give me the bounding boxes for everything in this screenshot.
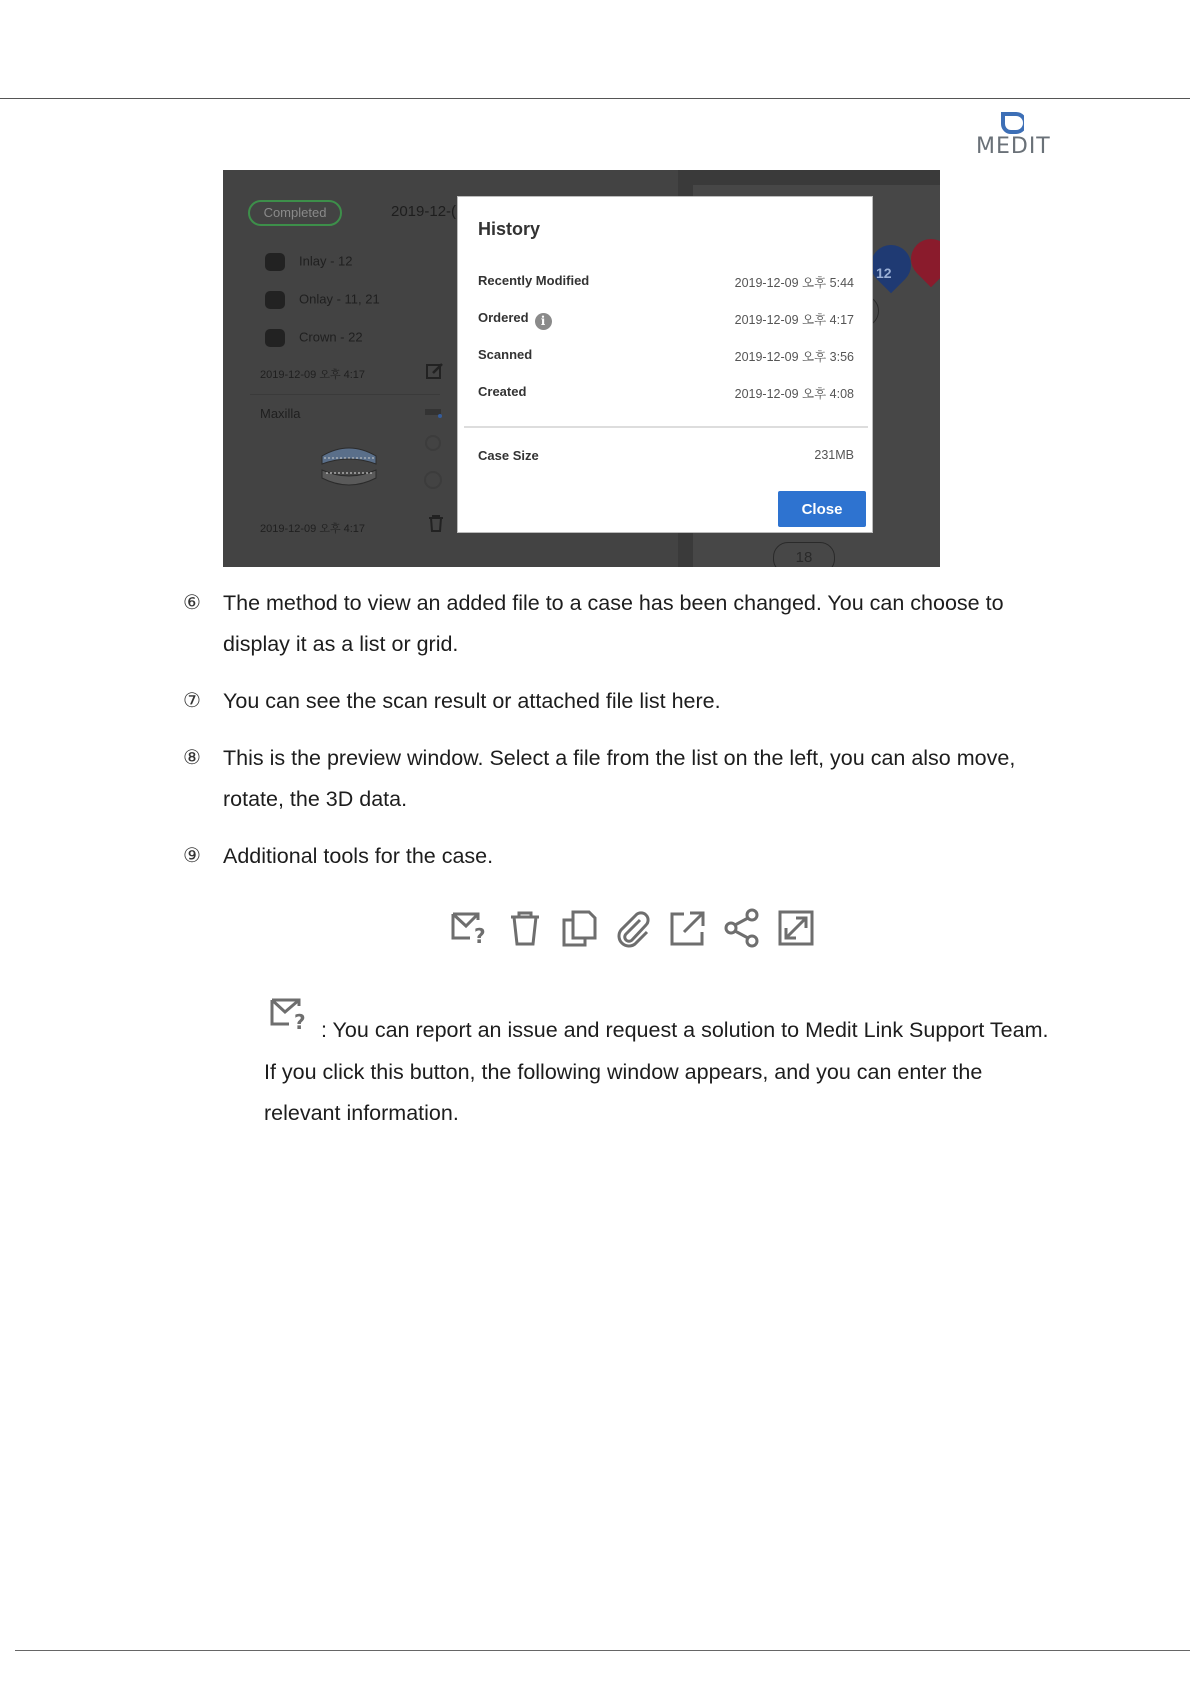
history-value: 2019-12-09 오후 3:56 [734,350,854,364]
share-icon[interactable] [722,908,762,948]
item-text: Additional tools for the case. [223,844,494,868]
history-value: 2019-12-09 오후 5:44 [734,276,854,290]
tooth-item: Inlay - 12 [265,253,352,271]
view-icon[interactable] [423,433,443,453]
maxilla-scan-thumbnail-icon[interactable] [318,438,380,490]
history-label: Recently Modified [478,273,590,288]
order-timestamp: 2019-12-09 오후 4:17 [260,369,366,381]
file-type-icon [423,403,443,423]
case-size-row [478,448,854,468]
attach-icon[interactable] [613,908,653,948]
dialog-title: History [478,219,541,239]
item-text: This is the preview window. Select a file from the list on the left, you can also move, rotate, the 3D data. [223,746,1016,811]
list-item [183,583,1053,665]
report-description: : You can report an issue and request a solution to Medit Link Support Team. If you click this button, the following window appears, and you can enter the relevant information. [264,1018,1049,1125]
history-label: Scanned [478,347,533,362]
tooth-item: Onlay - 11, 21 [265,291,380,309]
history-label: Ordered [478,310,529,325]
history-row [478,273,854,293]
svg-text:?: ? [474,924,486,948]
medit-logo-mark-icon [998,110,1024,136]
dialog-divider [464,426,868,428]
logo-wordmark: MEDIT [976,134,1051,159]
status-badge: Completed [248,200,342,226]
case-size-value: 231MB [814,448,854,462]
tooth-pin-number: 12 [876,265,892,281]
history-row [478,347,854,367]
history-row [478,310,854,330]
history-row [478,384,854,404]
item-number: ⑨ [183,845,201,867]
export-icon[interactable] [668,908,708,948]
trash-icon[interactable] [505,908,545,948]
crown-icon [265,329,285,347]
expand-icon[interactable] [776,908,816,948]
onlay-icon [265,291,285,309]
item-number: ⑧ [183,747,201,769]
trash-icon[interactable] [426,513,446,533]
info-icon[interactable]: i [535,313,552,330]
list-item [183,738,1053,820]
tooth-item: Crown - 22 [265,329,363,347]
case-date: 2019-12-( [391,203,457,220]
case-size-label: Case Size [478,448,539,463]
report-mail-icon[interactable] [450,908,490,948]
medit-logo [976,110,1051,159]
item-text: You can see the scan result or attached file list here. [223,689,721,713]
item-text: The method to view an added file to a case has been changed. You can choose to display it as a list or grid. [223,591,1004,656]
footer-rule [15,1650,1190,1651]
history-label: Created [478,384,527,399]
svg-text:?: ? [294,1010,306,1032]
inlay-icon [265,253,285,271]
header-rule [0,98,1190,99]
item-number: ⑥ [183,592,201,614]
rotate-icon[interactable] [423,470,443,490]
edit-icon[interactable] [425,361,445,381]
close-button[interactable]: Close [778,491,866,527]
tooth-number-badge: 18 [773,542,835,567]
history-value: 2019-12-09 오후 4:17 [734,313,854,327]
copy-icon[interactable] [559,908,599,948]
history-dialog [457,196,873,533]
file-timestamp: 2019-12-09 오후 4:17 [260,523,366,535]
history-value: 2019-12-09 오후 4:08 [734,387,854,401]
item-number: ⑦ [183,690,201,712]
maxilla-label: Maxilla [260,406,301,421]
panel-divider [250,394,440,395]
